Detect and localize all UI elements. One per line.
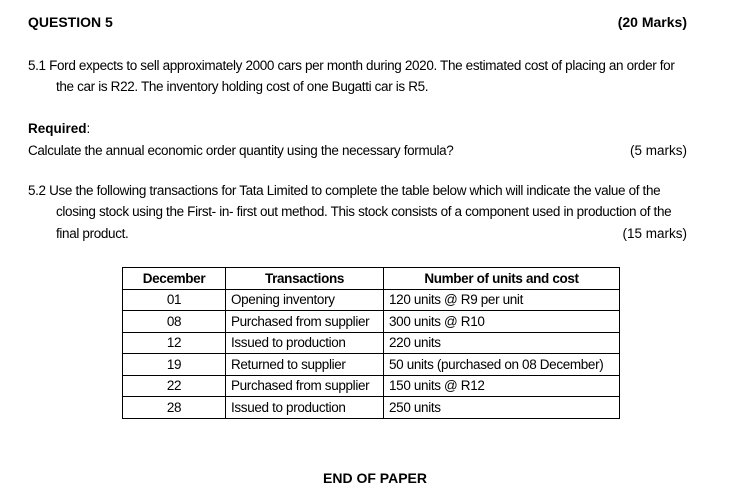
part2-text-line3: final product. <box>56 226 129 241</box>
row-units: 120 units @ R9 per unit <box>384 289 620 311</box>
row-transaction: Purchased from supplier <box>226 375 384 397</box>
table-row <box>123 375 620 397</box>
part1-text-line1: 5.1 Ford expects to sell approximately 2000 cars per month during 2020. The estimated cost of placing an order for <box>28 58 675 73</box>
required-label: Required <box>28 121 87 136</box>
end-of-paper: END OF PAPER <box>323 470 427 486</box>
row-units: 250 units <box>384 397 620 419</box>
table-header-row <box>123 268 620 290</box>
part2-text-line1: 5.2 Use the following transactions for Tata Limited to complete the table below which will indicate the value of the <box>28 183 661 198</box>
row-transaction: Issued to production <box>226 397 384 419</box>
row-transaction: Issued to production <box>226 332 384 354</box>
table-row <box>123 289 620 311</box>
row-transaction: Opening inventory <box>226 289 384 311</box>
table-row <box>123 397 620 419</box>
header-december: December <box>123 268 226 290</box>
row-transaction: Returned to supplier <box>226 354 384 376</box>
row-date: 01 <box>123 289 226 311</box>
transactions-table <box>122 267 620 419</box>
question-title: QUESTION 5 <box>28 14 113 30</box>
required-heading <box>28 121 90 136</box>
required-text: Calculate the annual economic order quantity using the necessary formula? <box>28 143 454 158</box>
header-transactions: Transactions <box>226 268 384 290</box>
row-transaction: Purchased from supplier <box>226 311 384 333</box>
table-row <box>123 354 620 376</box>
table-row <box>123 311 620 333</box>
question-marks: (20 Marks) <box>617 14 687 30</box>
row-date: 08 <box>123 311 226 333</box>
header-units-cost: Number of units and cost <box>384 268 620 290</box>
part2-marks: (15 marks) <box>622 226 687 241</box>
table-row <box>123 332 620 354</box>
part1-text-line2: the car is R22. The inventory holding cost of one Bugatti car is R5. <box>56 79 429 94</box>
row-units: 50 units (purchased on 08 December) <box>384 354 620 376</box>
row-units: 220 units <box>384 332 620 354</box>
part1-marks: (5 marks) <box>630 143 687 158</box>
row-date: 19 <box>123 354 226 376</box>
part2-text-line2: closing stock using the First- in- first out method. This stock consists of a component used in production of the <box>56 204 672 219</box>
required-colon: : <box>86 121 91 136</box>
row-date: 28 <box>123 397 226 419</box>
row-date: 22 <box>123 375 226 397</box>
row-date: 12 <box>123 332 226 354</box>
row-units: 150 units @ R12 <box>384 375 620 397</box>
row-units: 300 units @ R10 <box>384 311 620 333</box>
